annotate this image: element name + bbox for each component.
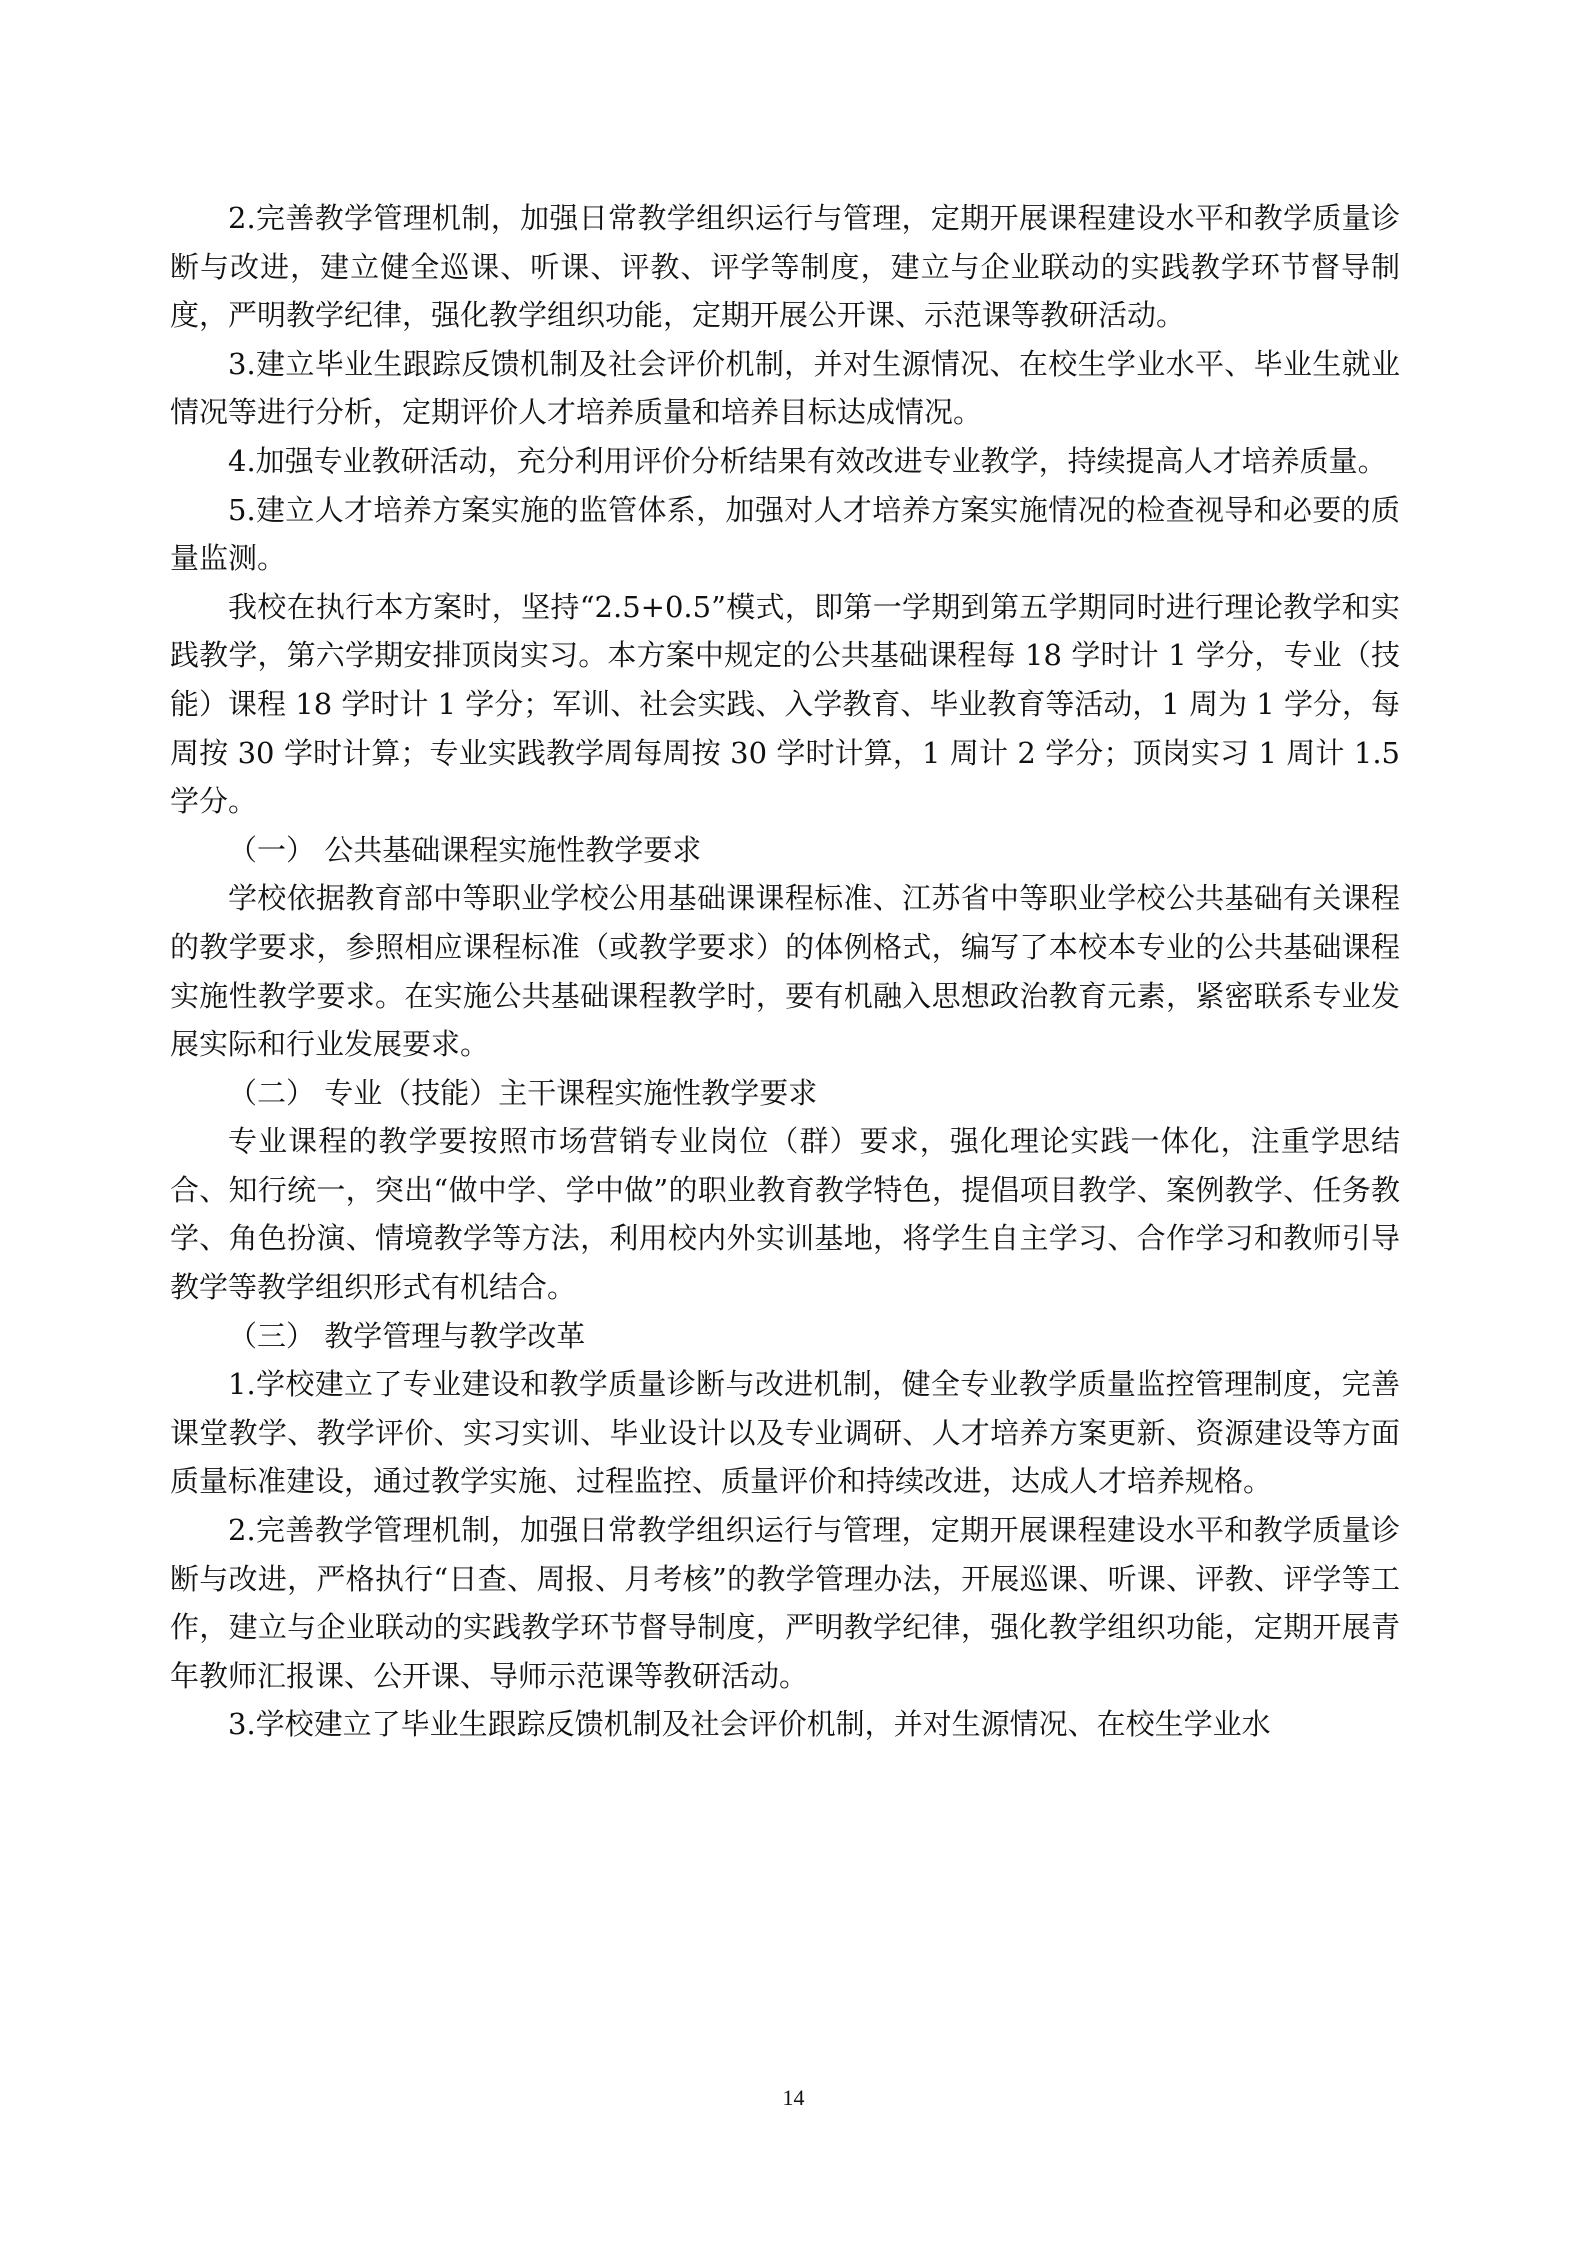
para-item-4-teaching-research: 4.加强专业教研活动，充分利用评价分析结果有效改进专业教学，持续提高人才培养质量。: [228, 443, 1387, 478]
para-public-courses: 学校依据教育部中等职业学校公用基础课课程标准、江苏省中等职业学校公共基础有关课程的教学要求，参照相应课程标准（或教学要求）的体例格式，编写了本校本专业的公共基础课程实施性教学要求。在实施公共基础课程教学时，要有机融入思想政治教育元素，紧密联系专业发展实际和行业发展要求。: [170, 881, 1400, 1062]
para-reform-item-3: 3.学校建立了毕业生跟踪反馈机制及社会评价机制，并对生源情况、在校生学业水: [228, 1707, 1271, 1742]
page-body: [170, 194, 1400, 1749]
para-reform-item-2: 2.完善教学管理机制，加强日常教学组织运行与管理，定期开展课程建设水平和教学质量诊断与改进，严格执行“日查、周报、月考核”的教学管理办法，开展巡课、听课、评教、评学等工作，建立与企业联动的实践教学环节督导制度，严明教学纪律，强化教学组织功能，定期开展青年教师汇报课、公开课、导师示范课等教研活动。: [170, 1513, 1400, 1693]
para-reform-item-1: 1.学校建立了专业建设和教学质量诊断与改进机制，健全专业教学质量监控管理制度，完善课堂教学、教学评价、实习实训、毕业设计以及专业调研、人才培养方案更新、资源建设等方面质量标准建设，通过教学实施、过程监控、质量评价和持续改进，达成人才培养规格。: [170, 1367, 1400, 1499]
heading-section-2: （二） 专业（技能）主干课程实施性教学要求: [228, 1075, 818, 1110]
para-major-courses: 专业课程的教学要按照市场营销专业岗位（群）要求，强化理论实践一体化，注重学思结合、知行统一，突出“做中学、学中做”的职业教育教学特色，提倡项目教学、案例教学、任务教学、角色扮演、情境教学等方法，利用校内外实训基地，将学生自主学习、合作学习和教师引导教学等教学组织形式有机结合。: [170, 1124, 1400, 1305]
para-item-3-graduate-tracking: 3.建立毕业生跟踪反馈机制及社会评价机制，并对生源情况、在校生学业水平、毕业生就业情况等进行分析，定期评价人才培养质量和培养目标达成情况。: [170, 346, 1400, 430]
para-mode-credits: 我校在执行本方案时，坚持“2.5+0.5”模式，即第一学期到第五学期同时进行理论教学和实践教学，第六学期安排顶岗实习。本方案中规定的公共基础课程每 18 学时计 1 学分，专业（技能）课程 18 学时计 1 学分；军训、社会实践、入学教育、毕业教育等活动，1 周为 1 学分，每周按 30 学时计算；专业实践教学周每周按 30 学时计算，1 周计 2 学分；顶岗实习 1 周计 1.5 学分。: [170, 589, 1400, 819]
heading-section-3: （三） 教学管理与教学改革: [228, 1318, 586, 1353]
para-item-2-teaching-management: 2.完善教学管理机制，加强日常教学组织运行与管理，定期开展课程建设水平和教学质量诊断与改进，建立健全巡课、听课、评教、评学等制度，建立与企业联动的实践教学环节督导制度，严明教学纪律，强化教学组织功能，定期开展公开课、示范课等教研活动。: [170, 201, 1400, 333]
para-item-5-supervision: 5.建立人才培养方案实施的监管体系，加强对人才培养方案实施情况的检查视导和必要的质量监测。: [170, 492, 1400, 576]
page-number: 14: [782, 2085, 805, 2110]
heading-section-1: （一） 公共基础课程实施性教学要求: [228, 832, 702, 867]
